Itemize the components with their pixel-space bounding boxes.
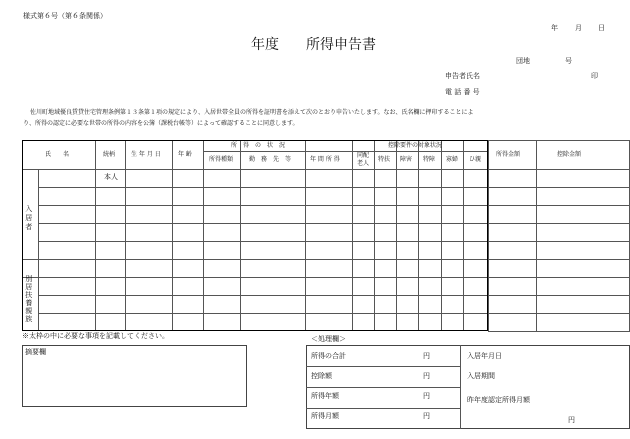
header-birthdate: 生 年 月 日	[131, 151, 161, 158]
declaration-line-2: り、所得の認定に必要な世帯の所得の内容を公簿（課税台帳等）によって確認することに同意します。	[23, 120, 299, 127]
remarks-label: 摘要欄	[25, 348, 46, 356]
group-resident-label: 入居者	[24, 205, 33, 232]
header-annual-income: 年 間 所 得	[310, 156, 340, 163]
header-elderly-1: 同配	[357, 152, 370, 159]
header-special-disability: 特障	[423, 156, 436, 163]
first-row-relation: 本人	[104, 173, 118, 181]
form-number: 様式第６号（第６条関係）	[23, 12, 107, 20]
declaration-line-1: 佐川町地域優良賃貸住宅管理条例第１３条第１項の規定により、入居世帯全員の所得を証明書を添えて次のとおり申告いたします。なお、氏名欄に押印することによ	[30, 109, 474, 116]
date-month-label: 月	[575, 24, 582, 32]
yen-1: 円	[423, 352, 430, 360]
yen-2: 円	[423, 372, 430, 380]
deduction-label: 控除額	[311, 372, 332, 380]
date-day-label: 日	[598, 24, 605, 32]
header-age: 年 齢	[178, 151, 192, 158]
note-text: ※太枠の中に必要な事項を記載してください。	[22, 332, 169, 340]
date-year-label: 年	[551, 24, 558, 32]
seal-mark: 印	[591, 72, 598, 80]
header-elderly-2: 老人	[357, 160, 370, 167]
move-in-date-label: 入居年月日	[467, 352, 502, 360]
processing-title: ＜処理欄＞	[311, 335, 346, 343]
header-disability: 障害	[400, 156, 413, 163]
applicant-name-label: 申告者氏名	[445, 72, 480, 80]
yen-4: 円	[423, 412, 430, 420]
header-special: 特扶	[378, 156, 391, 163]
header-name: 氏 名	[45, 151, 70, 158]
header-widow: 寡婦	[446, 156, 459, 163]
column-line	[536, 140, 537, 331]
header-income-type: 所得種類	[209, 156, 234, 163]
table-bottom-line	[488, 331, 630, 332]
residence-period-label: 入居期間	[467, 372, 495, 380]
header-deduction-amount: 控除金額	[557, 151, 582, 158]
phone-label: 電 話 番 号	[445, 88, 480, 96]
page-title: 所得申告書	[306, 37, 376, 53]
table-top-line	[488, 140, 630, 141]
remarks-box[interactable]	[22, 345, 247, 407]
header-single-parent: ひ親	[469, 156, 482, 163]
header-workplace: 勤 務 先 等	[249, 156, 292, 163]
monthly-income-label: 所得月額	[311, 412, 339, 420]
total-income-label: 所得の合計	[311, 352, 346, 360]
table-thick-frame	[22, 140, 488, 331]
header-deduction-group: 控除要件の対象状況	[388, 142, 443, 149]
gou-label: 号	[565, 57, 572, 65]
title-year: 年度	[251, 37, 279, 53]
danchi-label: 団地	[516, 57, 530, 65]
yen-3: 円	[423, 392, 430, 400]
header-income-status: 所 得 の 状 況	[231, 142, 286, 149]
header-income-amount: 所得金額	[496, 151, 521, 158]
annual-income-label: 所得年額	[311, 392, 339, 400]
yen-5: 円	[568, 416, 575, 424]
group-separate-label: 別居扶養親族	[24, 275, 33, 323]
last-year-income-label: 昨年度認定所得月額	[467, 396, 530, 404]
column-line	[488, 140, 489, 331]
header-relation: 続柄	[103, 151, 116, 158]
